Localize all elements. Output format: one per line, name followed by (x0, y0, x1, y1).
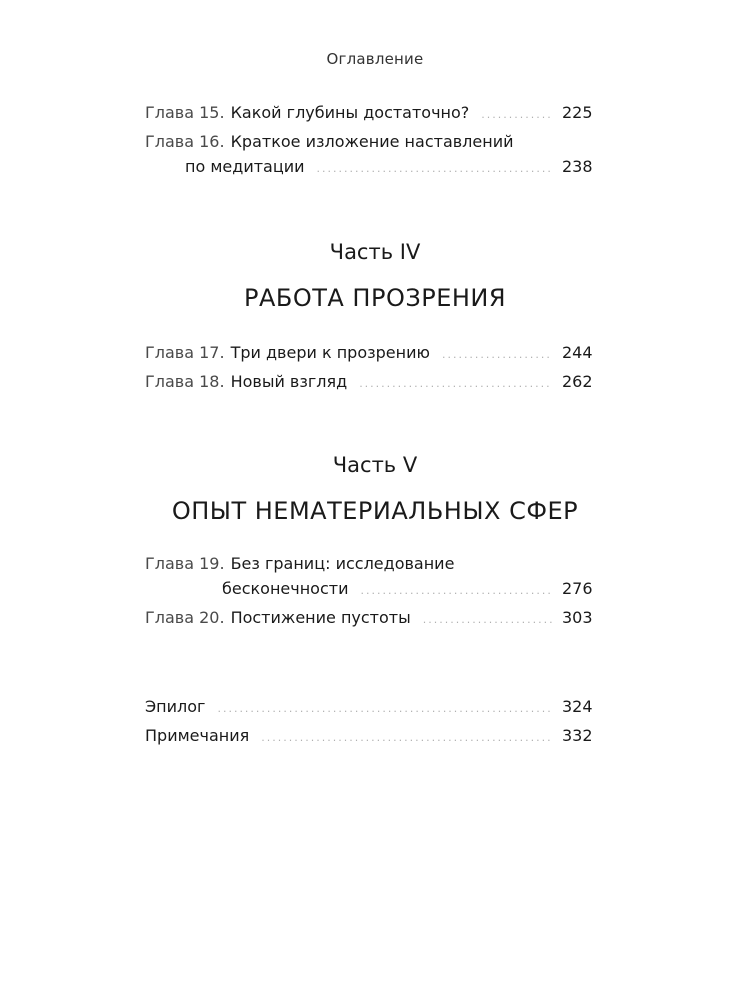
toc-entry-chapter-15[interactable] (145, 100, 593, 125)
chapter-title-line-2: бесконечности (222, 579, 349, 598)
toc-entry-chapter-19[interactable] (145, 551, 593, 601)
toc-entry-chapter-17[interactable] (145, 340, 593, 365)
page-number: 276 (562, 579, 593, 598)
toc-entry-epilogue[interactable] (145, 694, 593, 719)
page-number: 238 (562, 157, 593, 176)
page-number: 244 (562, 343, 593, 362)
page-number: 332 (562, 726, 593, 745)
toc-entry-notes[interactable] (145, 723, 593, 748)
page-number: 262 (562, 372, 593, 391)
chapter-label: Глава 15. (145, 103, 225, 122)
part-4-title: РАБОТА ПРОЗРЕНИЯ (243, 284, 507, 312)
dot-leader (317, 156, 552, 181)
dot-leader (217, 696, 552, 721)
dot-leader (261, 725, 552, 750)
page-number: 324 (562, 697, 593, 716)
epilogue-title: Эпилог (145, 697, 206, 716)
page-number: 225 (562, 103, 593, 122)
toc-entry-chapter-16[interactable] (145, 129, 593, 179)
notes-title: Примечания (145, 726, 250, 745)
dot-leader (360, 578, 552, 603)
dot-leader (481, 102, 552, 127)
chapter-label: Глава 16. (145, 132, 225, 151)
dot-leader (359, 371, 552, 396)
part-4-number: Часть IV (329, 240, 421, 264)
chapter-label: Глава 20. (145, 608, 225, 627)
dot-leader (423, 607, 552, 632)
toc-entry-chapter-20[interactable] (145, 605, 593, 630)
chapter-title: Какой глубины достаточно? (230, 103, 470, 122)
toc-entry-chapter-18[interactable] (145, 369, 593, 394)
chapter-label: Глава 19. (145, 554, 225, 573)
dot-leader (442, 342, 552, 367)
page-number: 303 (562, 608, 593, 627)
page-header: Оглавление (326, 50, 424, 68)
chapter-title-line-1: Без границ: исследование (230, 554, 455, 573)
chapter-label: Глава 17. (145, 343, 225, 362)
part-5-title: ОПЫТ НЕМАТЕРИАЛЬНЫХ СФЕР (171, 497, 579, 525)
chapter-title: Новый взгляд (230, 372, 348, 391)
chapter-title: Три двери к прозрению (230, 343, 430, 362)
chapter-title-line-1: Краткое изложение наставлений (230, 132, 514, 151)
part-5-number: Часть V (332, 453, 418, 477)
chapter-title: Постижение пустоты (230, 608, 411, 627)
chapter-label: Глава 18. (145, 372, 225, 391)
chapter-title-line-2: по медитации (185, 157, 305, 176)
